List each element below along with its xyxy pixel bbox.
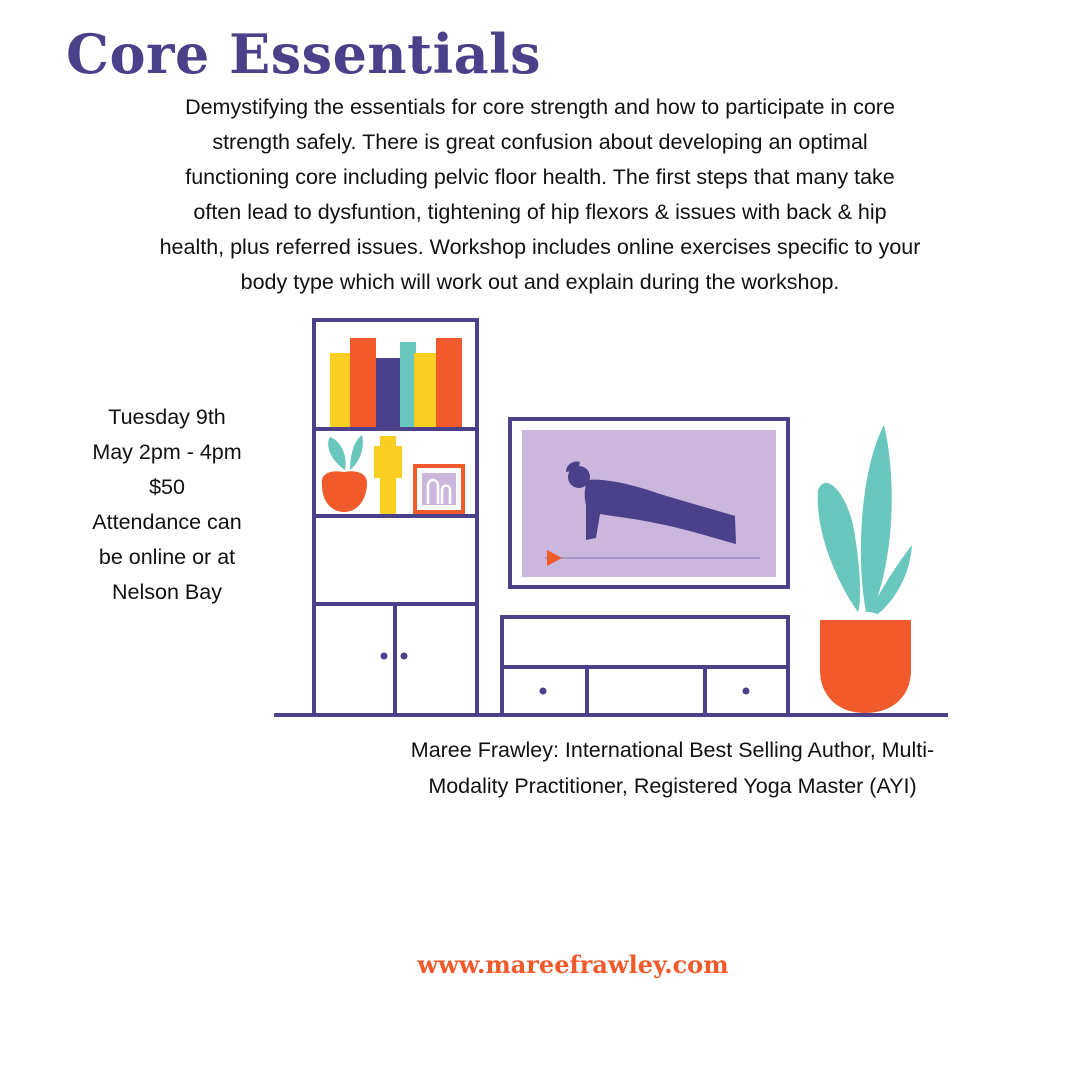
description-line: Demystifying the essentials for core strength and how to participate in core <box>185 95 895 119</box>
description-line: often lead to dysfuntion, tightening of hip flexors & issues with back & hip <box>193 200 887 224</box>
picture-frame-icon <box>415 466 463 512</box>
event-attendance: Attendance can <box>92 510 242 534</box>
tv-stand-icon <box>502 617 788 715</box>
description-line: body type which will work out and explain during the workshop. <box>240 270 840 294</box>
author-credit <box>330 732 1015 804</box>
event-location: Nelson Bay <box>112 580 222 604</box>
author-line: Modality Practitioner, Registered Yoga Master (AYI) <box>428 774 917 798</box>
event-attendance: be online or at <box>98 545 236 569</box>
drawer-knobs <box>540 688 750 695</box>
potted-plant-icon <box>818 425 912 713</box>
description-line: strength safely. There is great confusion about developing an optimal <box>212 130 868 154</box>
description-line: health, plus referred issues. Workshop includes online exercises specific to your <box>159 235 921 259</box>
description-line: functioning core including pelvic floor health. The first steps that many take <box>185 165 895 189</box>
event-time: May 2pm - 4pm <box>92 440 242 464</box>
vase-icon <box>374 436 402 514</box>
event-price: $50 <box>149 475 185 499</box>
website-link[interactable]: www.mareefrawley.com <box>417 950 729 979</box>
books-icon <box>330 338 462 427</box>
event-date: Tuesday 9th <box>108 405 226 429</box>
plant-icon <box>322 435 367 512</box>
author-line: Maree Frawley: International Best Selling Author, Multi- <box>410 738 935 762</box>
page-title: Core Essentials <box>66 22 542 86</box>
